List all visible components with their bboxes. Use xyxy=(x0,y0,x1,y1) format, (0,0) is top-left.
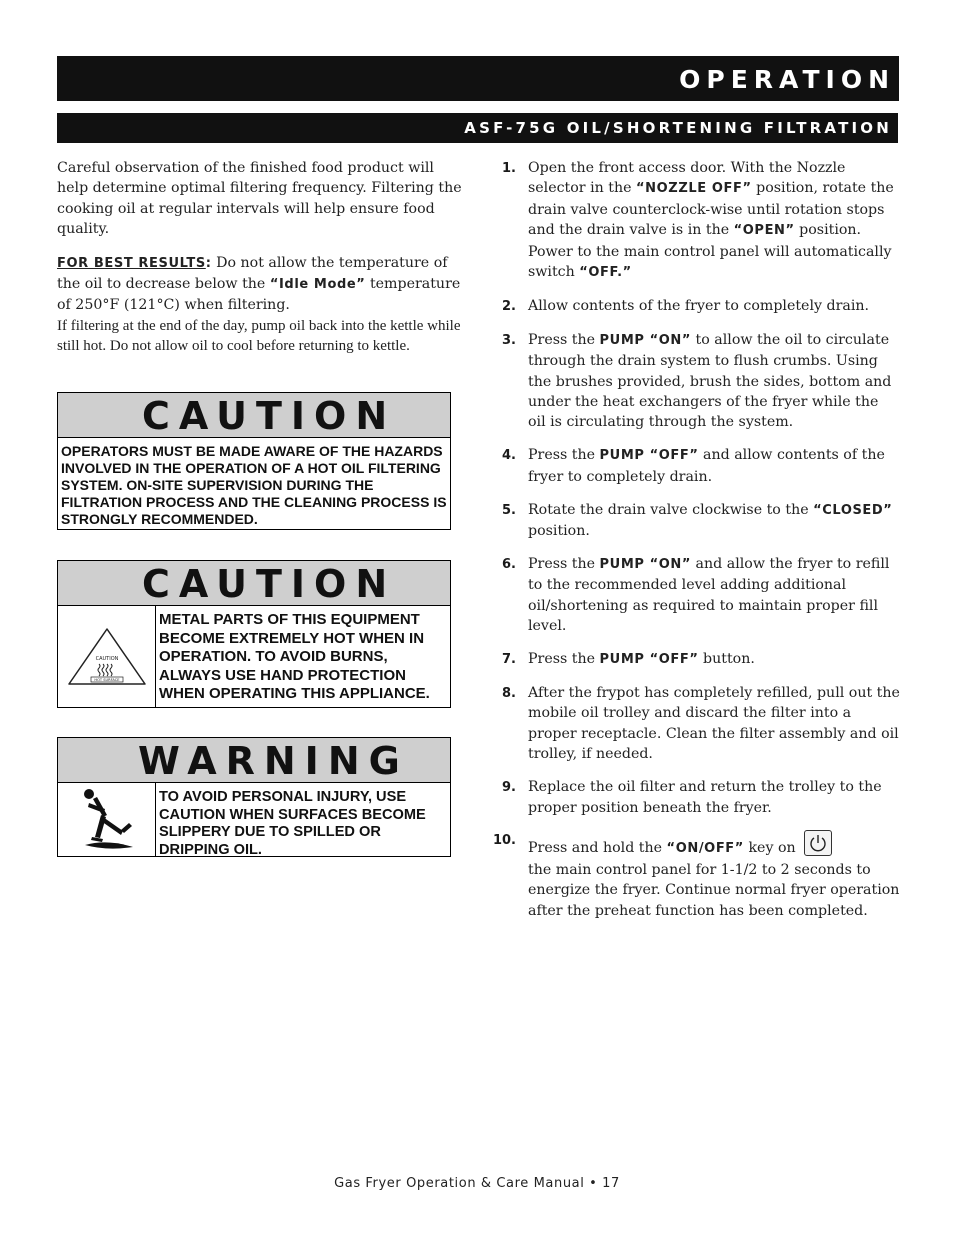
step-2 xyxy=(486,296,900,317)
procedure-steps xyxy=(486,158,900,934)
warning-heading: WARNING xyxy=(58,738,450,783)
step-number: 6. xyxy=(502,557,516,572)
step-number: 4. xyxy=(502,448,516,464)
caution-heading: CAUTION xyxy=(58,393,450,438)
intro-paragraph: Careful observation of the finished food product will help determine optimal filtering frequency. Filtering the cooking oil at regular intervals will help ensure food quality. xyxy=(57,160,462,238)
step-number: 3. xyxy=(502,332,516,348)
step-6 xyxy=(486,554,900,637)
step-9 xyxy=(486,777,900,818)
hot-surface-icon xyxy=(58,606,156,707)
best-results-text-1: Do not allow the temperature of the oil to decrease below the xyxy=(57,254,448,293)
section-title-bar: OPERATION xyxy=(57,56,899,101)
page-footer: Gas Fryer Operation & Care Manual • 17 xyxy=(334,1176,620,1191)
hot-surface-icon-label-top: CAUTION xyxy=(95,655,118,662)
step-text: Press the PUMP “ON” and allow the fryer to refill to the recommended level adding additional oil/shortening as required to maintain proper fill level. xyxy=(528,556,890,635)
step-text: Press the PUMP “OFF” and allow contents of the fryer to completely drain. xyxy=(528,447,885,485)
step-text: Press the PUMP “ON” to allow the oil to circulate through the drain system to flush crumbs. Using the brushes provided, brush the sides, bottom and under the heat exchangers of the fryer while the oil is circulating through the system. xyxy=(528,331,892,431)
warning-box-slippery xyxy=(57,737,451,857)
caution-text: OPERATORS MUST BE MADE AWARE OF THE HAZARDS INVOLVED IN THE OPERATION OF A HOT OIL FILTERING SYSTEM. ON-SITE SUPERVISION DURING THE FILTRATION PROCESS AND THE CLEANING PROCESS IS STRONGLY RECOMMENDED. xyxy=(61,443,447,527)
best-results-paragraph xyxy=(57,253,469,316)
best-results-label: FOR BEST RESULTS xyxy=(57,255,206,271)
best-results-note: If filtering at the end of the day, pump oil back into the kettle while still hot. Do not allow oil to cool before returning to kettle. xyxy=(57,317,461,354)
step-text: Replace the oil filter and return the trolley to the proper position beneath the fryer. xyxy=(528,779,882,816)
step-text: Allow contents of the fryer to completely drain. xyxy=(528,297,870,314)
caution-heading: CAUTION xyxy=(58,561,450,606)
subsection-title-bar: ASF-75G OIL/SHORTENING FILTRATION xyxy=(57,113,898,143)
power-key-icon xyxy=(804,830,832,856)
step-number: 5. xyxy=(502,502,516,518)
best-results-text-2: temperature of 250°F (121°C) when filtering. xyxy=(57,276,461,314)
step-5 xyxy=(486,500,900,542)
step-text: Rotate the drain valve clockwise to the “CLOSED” position. xyxy=(528,501,893,540)
step-10 xyxy=(486,830,900,921)
step-number: 7. xyxy=(502,652,516,668)
idle-mode-term: “Idle Mode” xyxy=(269,277,366,293)
step-number: 2. xyxy=(502,298,516,314)
caution-box-hazards xyxy=(57,392,451,530)
step-8 xyxy=(486,683,900,765)
step-number: 10. xyxy=(492,833,516,849)
step-number: 8. xyxy=(502,686,516,702)
caution-box-hot-surface xyxy=(57,560,451,708)
step-text: Open the front access door. With the Nozzle selector in the “NOZZLE OFF” position, rotate the drain valve counterclock-wise until rotation stops and the drain valve is in the “OPEN” position. Power to the main control panel will automatically switch “OFF.” xyxy=(528,160,894,281)
step-number: 9. xyxy=(502,780,516,796)
step-7 xyxy=(486,649,900,670)
intro-column xyxy=(57,158,469,356)
best-results-colon: : xyxy=(205,255,212,271)
step-text: After the frypot has completely refilled, pull out the mobile oil trolley and discard the filter into a proper receptacle. Clean the filter assembly and oil trolley, if needed. xyxy=(528,685,900,763)
step-text: Press and hold the “ON/OFF” key on the main control panel for 1-1/2 to 2 seconds to energize the fryer. Continue normal fryer operation after the preheat function has been completed. xyxy=(528,830,900,921)
step-1 xyxy=(486,158,900,283)
step-text: Press the PUMP “OFF” button. xyxy=(528,651,755,668)
step-number: 1. xyxy=(502,161,516,176)
hot-surface-icon-label-bottom: HOT SURFACE xyxy=(93,677,120,682)
step-3 xyxy=(486,330,900,433)
slipping-person-icon xyxy=(58,783,156,856)
step-4 xyxy=(486,445,900,487)
warning-text: TO AVOID PERSONAL INJURY, USE CAUTION WHEN SURFACES BECOME SLIPPERY DUE TO SPILLED OR DRIPPING OIL. xyxy=(159,789,426,858)
caution-text: METAL PARTS OF THIS EQUIPMENT BECOME EXTREMELY HOT WHEN IN OPERATION. TO AVOID BURNS, ALWAYS USE HAND PROTECTION WHEN OPERATING THIS APPLIANCE. xyxy=(159,611,430,703)
